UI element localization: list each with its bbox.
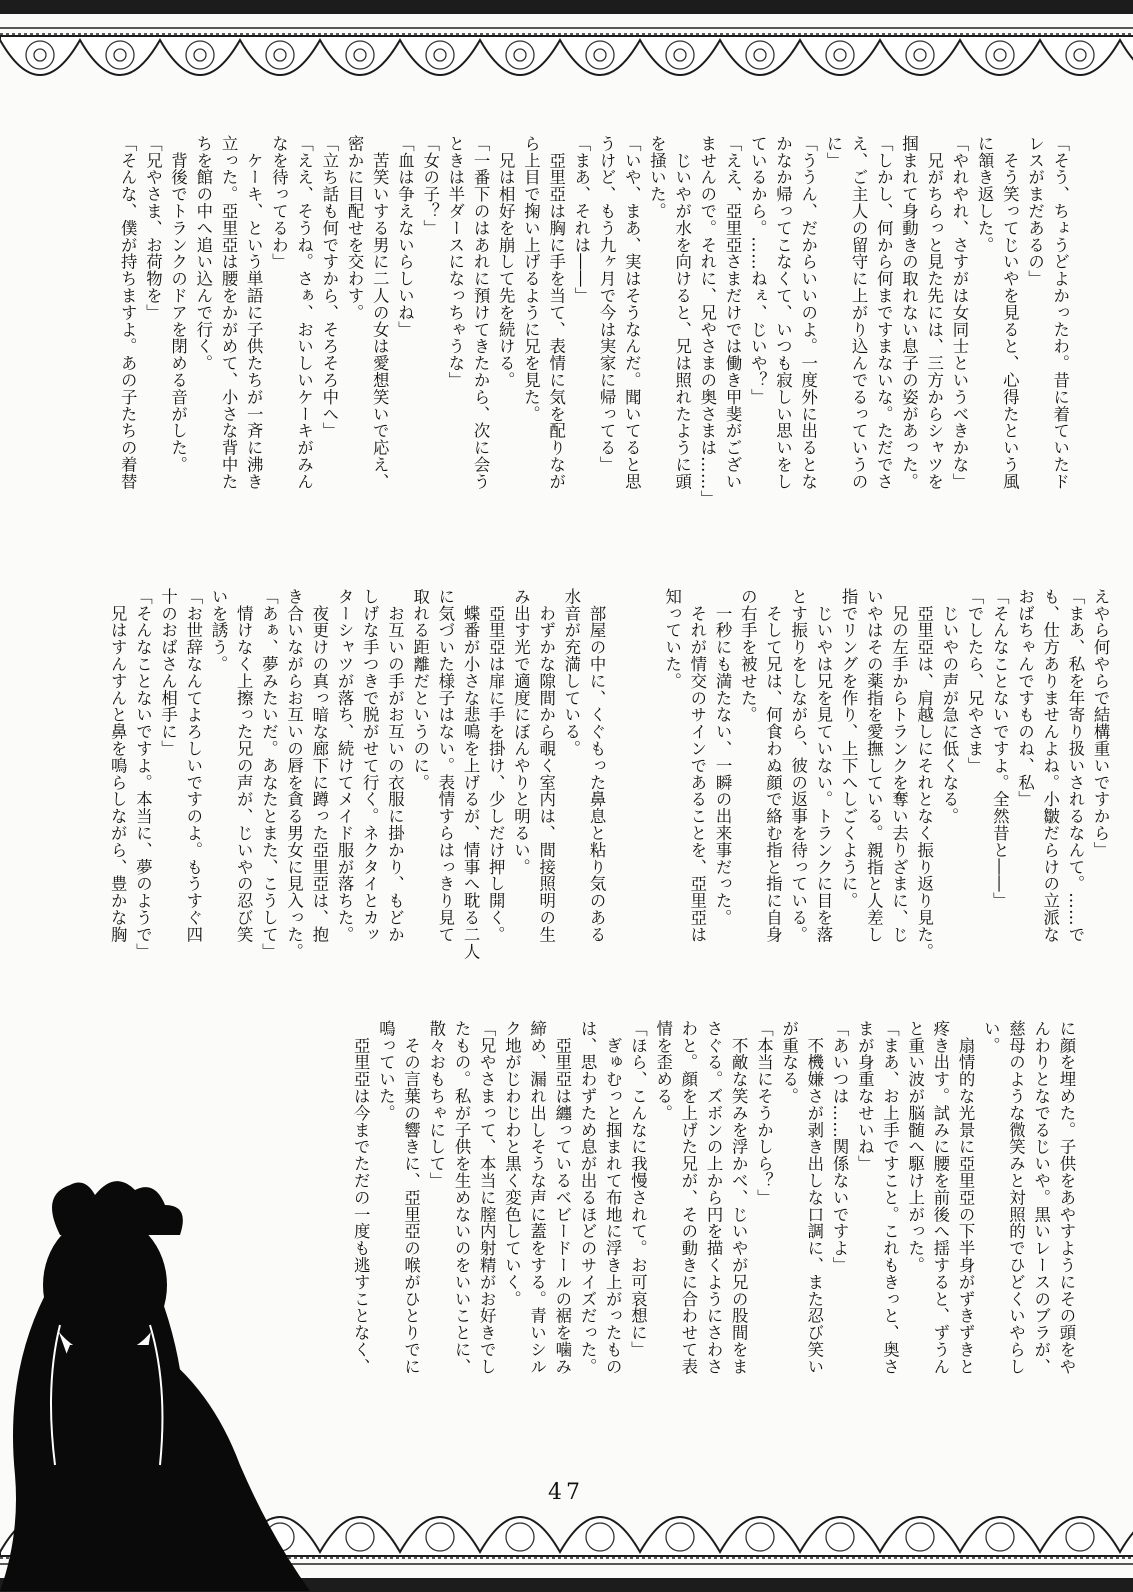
text-line: 「本当にそうかしら？」 xyxy=(754,1020,774,1206)
text-line: かなか帰ってこなくて、いつも寂しい思いをし xyxy=(773,135,793,490)
text-line: ときは半ダースになっちゃうな」 xyxy=(445,135,465,389)
text-line: わずかな隙間から覗く室内は、間接照明の生 xyxy=(536,588,556,943)
text-line: ク地がじわじわと黒く変色していく。 xyxy=(502,1020,522,1308)
text-line: 「そんなことないですよ。本当に、夢のようで」 xyxy=(133,588,153,960)
text-line: 鳴っていた。 xyxy=(376,1020,396,1122)
text-line: それが情交のサインであることを、亞里亞は xyxy=(687,588,707,943)
text-line: 兄の左手からトランクを奪い去りざまに、じ xyxy=(889,588,909,943)
text-line: い。 xyxy=(981,1020,1001,1054)
text-line xyxy=(634,588,659,978)
text-line: 取れる距離だというのに。 xyxy=(410,588,430,791)
text-line: 不敵な笑みを浮かべ、じいやが兄の股間をま xyxy=(729,1020,749,1375)
text-line: 知っていた。 xyxy=(662,588,682,690)
text-line: 一秒にも満たない、一瞬の出来事だった。 xyxy=(713,588,733,926)
text-line: 亞里亞は胸に手を当て、表情に気を配りなが xyxy=(546,135,566,490)
text-line: 締め、漏れ出しそうな声に蓋をする。青いシル xyxy=(527,1020,547,1375)
text-line: 「しかし、何から何まですまないな。ただでさ xyxy=(874,135,894,490)
text-line: 「立ち話も何ですから、そろそろ中へ」 xyxy=(319,135,339,440)
text-line: いを誘う。 xyxy=(209,588,229,673)
text-line: み出す光で適度にぼんやりと明るい。 xyxy=(511,588,531,876)
page-number: 47 xyxy=(548,1480,584,1505)
text-line xyxy=(609,588,634,978)
text-line: は、思わずため息が出るほどのサイズだった。 xyxy=(578,1020,598,1375)
text-column-block-bottom xyxy=(348,1020,1079,1440)
text-line: んわりとなでるじいや。黒いレースのブラが、 xyxy=(1031,1020,1051,1375)
text-line: が重なる。 xyxy=(779,1020,799,1105)
text-line: 亞里亞は、肩越しにそれとなく振り返り見た。 xyxy=(914,588,934,960)
text-line: じいやの声が急に低くなる。 xyxy=(939,588,959,825)
text-line: 亞里亞は今までただの一度も逃すことなく、 xyxy=(351,1020,371,1375)
text-line: 疼き出す。試みに腰を前後へ揺すると、ずうん xyxy=(930,1020,950,1375)
text-line: 掴まれて身動きの取れない息子の姿があった。 xyxy=(899,135,919,490)
text-line: 「あいつは……関係ないですよ」 xyxy=(830,1020,850,1274)
text-line: その言葉の響きに、亞里亞の喉がひとりでに xyxy=(401,1020,421,1375)
text-line: 苦笑いする男に二人の女は愛想笑いで応え、 xyxy=(370,135,390,490)
text-line: 密かに目配せを交わす。 xyxy=(345,135,365,321)
text-line: 「いや、まあ、実はそうなんだ。聞いてると思 xyxy=(622,135,642,490)
text-line: 情を歪める。 xyxy=(653,1020,673,1122)
text-line: しげな手つきで脱がせて行く。ネクタイとカッ xyxy=(360,588,380,943)
text-column-block-middle xyxy=(105,588,1113,978)
text-line: 「ええ、亞里亞さまだけでは働き甲斐がござい xyxy=(723,135,743,490)
text-line: ちを館の中へ追い込んで行く。 xyxy=(193,135,213,372)
text-line: 「そう、ちょうどよかったわ。昔に着ていたド xyxy=(1050,135,1070,490)
text-line: 「でしたら、兄やさま」 xyxy=(965,588,985,774)
text-line: と重い波が脳髄へ駆け上がった。 xyxy=(905,1020,925,1274)
text-line: に頷き返した。 xyxy=(975,135,995,254)
text-line: に」 xyxy=(823,135,843,169)
text-line: 「兄やさま、お荷物を」 xyxy=(143,135,163,321)
text-line: 兄は相好を崩して先を続ける。 xyxy=(496,135,516,389)
text-line: に気づいた様子はない。表情すらはっきり見て xyxy=(435,588,455,943)
text-line: 背後でトランクのドアを閉める音がした。 xyxy=(168,135,188,473)
text-line: ませんので。それに、兄やさまの奥さまは……」 xyxy=(697,135,717,507)
text-line: 「そんな、僕が持ちますよ。あの子たちの着替 xyxy=(118,135,138,490)
text-line: 慈母のような微笑みと対照的でひどくいやらし xyxy=(1006,1020,1026,1375)
text-line: 十のおばさん相手に」 xyxy=(158,588,178,757)
text-line: ぎゅむっと掴まれて布地に浮き上がったもの xyxy=(603,1020,623,1375)
text-line: 不機嫌さが剥き出しな口調に、また忍び笑い xyxy=(804,1020,824,1375)
text-line: 亞里亞は扉に手を掛け、少しだけ押し開く。 xyxy=(486,588,506,943)
text-line: 「まあ、私を年寄り扱いされるなんて。……で xyxy=(1065,588,1085,943)
text-line: ターシャツが落ち、続けてメイド服が落ちた。 xyxy=(335,588,355,943)
text-line: 兄がちらっと見た先には、三方からシャツを xyxy=(924,135,944,490)
text-line: 蝶番が小さな悲鳴を上げるが、情事へ耽る二人 xyxy=(461,588,481,960)
text-line: 「ほら、こんなに我慢されて。お可哀想に」 xyxy=(628,1020,648,1358)
text-line: 「まあ、それは――」 xyxy=(571,135,591,304)
text-line: 「お世辞なんてよろしいですのよ。もうすぐ四 xyxy=(183,588,203,943)
text-line: おばちゃんですものね、私」 xyxy=(1015,588,1035,808)
text-line: き合いながらお互いの唇を貪る男女に見入った。 xyxy=(284,588,304,960)
text-line: 「ううん、だからいいのよ。一度外に出るとな xyxy=(798,135,818,490)
text-line: 散々おもちゃにして」 xyxy=(426,1020,446,1189)
text-line: え、ご主人の留守に上がり込んでるっていうの xyxy=(849,135,869,490)
text-line: ているから。……ねぇ、じいや？」 xyxy=(748,135,768,406)
text-line: そして兄は、何食わぬ顔で絡む指と指に自身 xyxy=(763,588,783,943)
text-line: 水音が充満している。 xyxy=(561,588,581,757)
text-line: 「女の子？」 xyxy=(420,135,440,237)
text-line: さぐる。ズボンの上から円を描くようにさわさ xyxy=(704,1020,724,1375)
text-line: わと。顔を上げた兄が、その動きに合わせて表 xyxy=(678,1020,698,1375)
text-line: 亞里亞は纏っているベビードールの裾を噛み xyxy=(552,1020,572,1375)
text-line: 「そんなことないですよ。全然昔と――」 xyxy=(990,588,1010,910)
text-line: じいやが水を向けると、兄は照れたように頭 xyxy=(672,135,692,490)
text-line: 「一番下のはあれに預けてきたから、次に会う xyxy=(471,135,491,490)
text-line: の右手を被せた。 xyxy=(738,588,758,724)
text-line: レスがまだあるの」 xyxy=(1025,135,1045,288)
text-line: まが身重なせいね」 xyxy=(855,1020,875,1173)
text-line: お互いの手がお互いの衣服に掛かり、もどか xyxy=(385,588,405,943)
text-line: 「兄やさまって、本当に膣内射精がお好きでし xyxy=(477,1020,497,1375)
text-line: たもの。私が子供を生めないのをいいことに、 xyxy=(452,1020,472,1375)
text-line: 「ええ、そうね。さぁ、おいしいケーキがみん xyxy=(294,135,314,490)
text-line: 「やれやれ、さすがは女同士というべきかな」 xyxy=(949,135,969,490)
text-column-block-top xyxy=(115,135,1073,580)
text-line: 指でリングを作り、上下へしごくように。 xyxy=(839,588,859,910)
text-line: 「あぁ、夢みたいだ。あなたとまた、こうして」 xyxy=(259,588,279,960)
text-line: うけど、もう九ヶ月で今は実家に帰ってる」 xyxy=(597,135,617,473)
text-line: 情けなく上擦った兄の声が、じいやの忍び笑 xyxy=(234,588,254,943)
text-line: なを待ってるわ」 xyxy=(269,135,289,271)
text-line: いやはその薬指を愛撫している。親指と人差し xyxy=(864,588,884,943)
text-line: 「まあ、お上手ですこと。これもきっと、奥さ xyxy=(880,1020,900,1375)
text-line: に顔を埋めた。子供をあやすようにその頭をや xyxy=(1056,1020,1076,1375)
text-line: も、仕方ありませんよね。小皺だらけの立派な xyxy=(1040,588,1060,943)
text-line: そう笑ってじいやを見ると、心得たという風 xyxy=(1000,135,1020,490)
lace-border-top xyxy=(0,0,1133,110)
text-line: じいやは兄を見ていない。トランクに目を落 xyxy=(813,588,833,943)
text-line: 扇情的な光景に亞里亞の下半身がずきずきと xyxy=(956,1020,976,1375)
text-line: とす振りをしながら、彼の返事を待っている。 xyxy=(788,588,808,943)
text-line: を掻いた。 xyxy=(647,135,667,220)
text-line: ら上目で掬い上げるように兄を見た。 xyxy=(521,135,541,423)
text-line: 兄はすんすんと鼻を鳴らしながら、豊かな胸 xyxy=(108,588,128,943)
text-line: 立った。亞里亞は腰をかがめて、小さな背中た xyxy=(219,135,239,490)
girl-silhouette-illustration xyxy=(0,1175,310,1591)
text-line: 「血は争えないらしいね」 xyxy=(395,135,415,338)
text-line: 部屋の中に、くぐもった鼻息と粘り気のある xyxy=(587,588,607,943)
text-line: えやら何やらで結構重いですから」 xyxy=(1091,588,1111,859)
text-line: 夜更けの真っ暗な廊下に蹲った亞里亞は、抱 xyxy=(309,588,329,943)
text-line: ケーキ、という単語に子供たちが一斉に沸き xyxy=(244,135,264,490)
